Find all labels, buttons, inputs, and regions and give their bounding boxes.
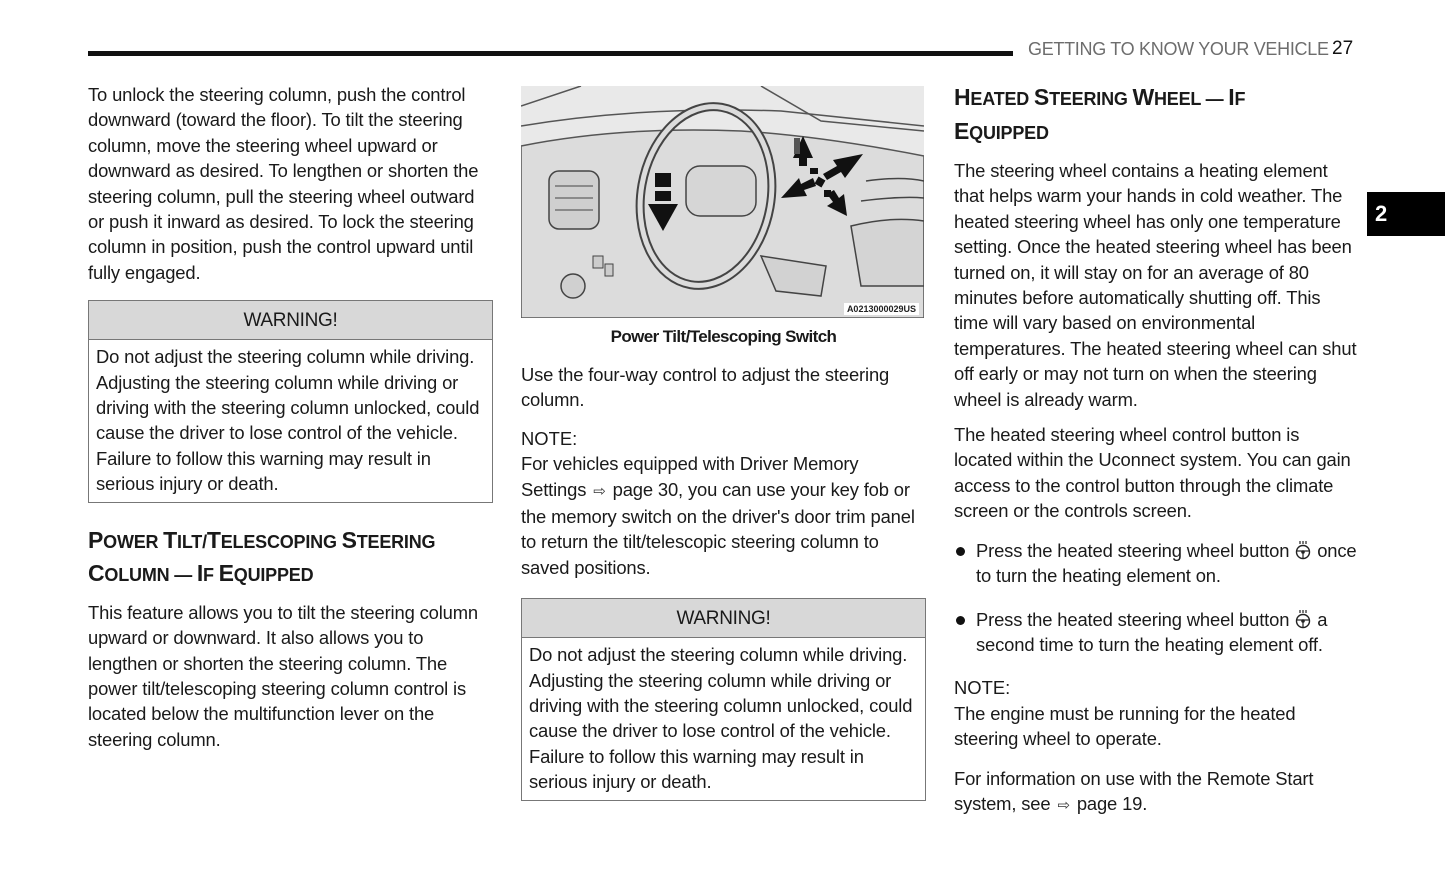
heading-smallcaps: OWER bbox=[103, 531, 164, 552]
section-heading-heated-wheel bbox=[954, 82, 1359, 149]
page-30-link[interactable]: page 30, you can use your key fob or the memory switch on the driver's door trim panel to return the tilt/telescopic steering column to saved positions. bbox=[521, 478, 915, 578]
heading-capital: E bbox=[954, 117, 970, 144]
remote-start-text: For information on use with the Remote Start system, see bbox=[954, 767, 1314, 814]
heated-wheel-paragraph-2: The heated steering wheel control button is located within the Uconnect system. You can gain access to the control button through the climate screen or the controls screen. bbox=[954, 424, 1351, 522]
running-head: GETTING TO KNOW YOUR VEHICLE bbox=[1028, 39, 1329, 59]
chapter-tab[interactable]: 2 bbox=[1367, 192, 1445, 236]
bullet-text-before: Press the heated steering wheel button bbox=[976, 539, 1290, 561]
remote-start-paragraph bbox=[954, 766, 1359, 819]
heading-capital: T bbox=[163, 526, 178, 553]
heading-smallcaps: OLUMN — bbox=[104, 565, 197, 586]
list-item bbox=[954, 607, 1359, 658]
heading-smallcaps: HEEL — bbox=[1154, 89, 1229, 109]
heading-capital: S bbox=[341, 526, 357, 553]
heading-capital: W bbox=[1132, 84, 1154, 110]
note-text-before: For vehicles equipped with Driver Memory Settings bbox=[521, 453, 859, 500]
heading-smallcaps: TEERING bbox=[1049, 89, 1133, 109]
column-2 bbox=[521, 86, 926, 801]
page-number: 27 bbox=[1332, 38, 1354, 59]
warning-box bbox=[88, 300, 493, 502]
arrow-right-icon: ⇨ bbox=[1057, 796, 1070, 814]
intro-paragraph: To unlock the steering column, push the control downward (toward the floor). To tilt the steering column, move the steering wheel upward or downward as desired. To lengthen or shorten the steering column, pull the steering wheel outward or push it inward as desired. To lock the steering column in position, push the control upward until fully engaged. bbox=[88, 84, 479, 283]
heading-smallcaps: QUIPPED bbox=[969, 122, 1049, 143]
note-text bbox=[521, 451, 926, 580]
heading-smallcaps: F bbox=[203, 565, 219, 586]
list-item bbox=[954, 538, 1359, 589]
heading-capital: I bbox=[196, 560, 204, 587]
heading-capital: C bbox=[88, 560, 105, 587]
bullet-text-before: Press the heated steering wheel button bbox=[976, 608, 1290, 630]
warning-title: WARNING! bbox=[89, 301, 492, 340]
page-19-link[interactable]: page 19. bbox=[1076, 792, 1148, 814]
column-1 bbox=[88, 82, 493, 752]
heading-capital: I bbox=[1228, 84, 1235, 110]
heading-capital: E bbox=[218, 560, 234, 587]
heading-smallcaps: EATED bbox=[970, 89, 1034, 109]
heated-wheel-paragraph-1: The steering wheel contains a heating element that helps warm your hands in cold weather. The heated steering wheel has only one temperature setting. Once the heated steering wheel has been turned on, it will stay on for an average of 80 minutes before automatically shutting off. This time will vary based on environmental temperatures. The heated steering wheel can shut off early or may not turn on when the steering wheel is already warm. bbox=[954, 160, 1357, 410]
section-paragraph: This feature allows you to tilt the steering column upward or downward. It also allows you to lengthen or shorten the steering column. The power tilt/telescoping steering column control is located below the multifunction lever on the steering column. bbox=[88, 601, 478, 750]
heading-smallcaps: ILT/ bbox=[177, 531, 207, 552]
bullet-icon bbox=[956, 616, 965, 625]
heading-smallcaps: TEERING bbox=[356, 531, 436, 552]
four-way-paragraph: Use the four-way control to adjust the steering column. bbox=[521, 364, 890, 411]
warning-box bbox=[521, 598, 926, 800]
heading-smallcaps: F bbox=[1234, 89, 1246, 109]
bullet-icon bbox=[956, 547, 965, 556]
header-rule bbox=[88, 51, 1013, 56]
steering-column-illustration bbox=[521, 86, 924, 318]
bullet-text-after: once to turn the heating element on. bbox=[976, 539, 1357, 587]
heated-steering-wheel-icon bbox=[1294, 609, 1312, 629]
heading-smallcaps: ELESCOPING bbox=[220, 531, 342, 552]
heading-smallcaps: QUIPPED bbox=[233, 565, 314, 586]
warning-text: Do not adjust the steering column while driving. Adjusting the steering column while driving or driving with the steering column unlocked, could cause the driver to lose control of the vehicle. Failure to follow this warning may result in serious injury or death. bbox=[96, 346, 480, 495]
warning-text: Do not adjust the steering column while driving. Adjusting the steering column while driving or driving with the steering column unlocked, could cause the driver to lose control of the vehicle. Failure to follow this warning may result in serious injury or death. bbox=[529, 644, 913, 793]
figure-image-code: A0213000029US bbox=[844, 303, 919, 315]
note-label: NOTE: bbox=[954, 677, 1011, 699]
warning-title: WARNING! bbox=[522, 599, 925, 638]
column-3 bbox=[954, 82, 1359, 818]
note-label: NOTE: bbox=[521, 427, 578, 449]
figure-caption: Power Tilt/Telescoping Switch bbox=[610, 327, 837, 346]
heading-capital: H bbox=[954, 84, 971, 110]
section-heading-power-tilt bbox=[88, 525, 493, 592]
heated-steering-wheel-icon bbox=[1294, 540, 1312, 560]
bullet-text-after: a second time to turn the heating element off. bbox=[976, 608, 1328, 655]
heading-capital: T bbox=[206, 526, 221, 553]
note-text: The engine must be running for the heated steering wheel to operate. bbox=[954, 702, 1296, 750]
heading-capital: P bbox=[88, 526, 104, 553]
heated-wheel-steps bbox=[954, 538, 1359, 658]
heading-capital: S bbox=[1033, 84, 1050, 110]
arrow-right-icon: ⇨ bbox=[593, 482, 606, 500]
dashboard-drawing bbox=[521, 86, 924, 318]
